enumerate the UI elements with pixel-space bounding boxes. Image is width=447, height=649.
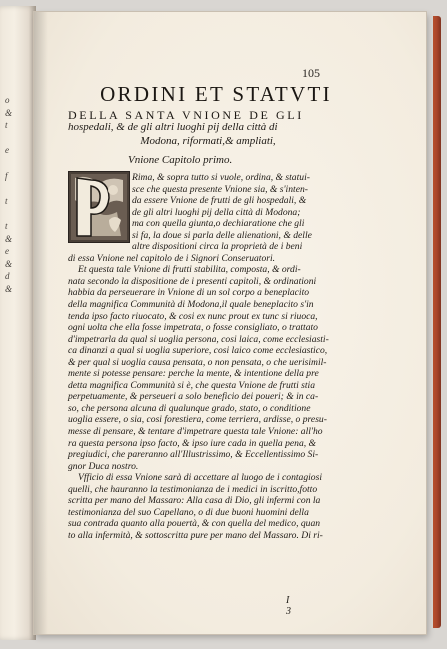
- body-line: perpetuamente, & perseueri a solo beneficio dei poueri; & in ca-: [68, 391, 319, 403]
- body-line: so, che persona alcuna di qualunque grado, stato, o conditione: [68, 402, 311, 414]
- page-subtitle: DELLA SANTA VNIONE DE GLI: [68, 108, 304, 122]
- left-page-text: o & t e f t t & e & d &: [5, 95, 13, 294]
- body-line: pregiudici, che pareranno all'Illustrissimo, & Eccellentissimo Si-: [68, 449, 319, 461]
- body-line: ma con quella giunta,o dechiaratione che gli: [132, 218, 305, 230]
- title-line: Modona, riformati,& ampliati,: [140, 135, 276, 147]
- body-line: gnor Duca nostro.: [68, 460, 139, 472]
- body-line: mente si potesse pensare: perche la mente, & intentione della pre: [68, 368, 319, 380]
- left-page-edge: [0, 6, 36, 640]
- body-line: d'impetrarla da qual si uoglia persona, cosi laica, come ecclesiasti-: [68, 333, 329, 345]
- body-line: nata secondo la dispositione de i presenti capitoli, & ordinationi: [68, 275, 317, 287]
- body-line: ca dinanzi a qual si uoglia superiore, cosi laico come ecclesiastico,: [68, 345, 328, 357]
- body-line: & per qual si uoglia causa pensata, o non pensata, o che uerisimil-: [68, 356, 327, 368]
- body-line: detta magnifica Communità si è, che questa Vnione de frutti stia: [68, 379, 316, 391]
- title-line: hospedali, & de gli altri luoghi pij della città di: [68, 121, 278, 133]
- page-block-edge: [433, 16, 441, 628]
- body-text: [68, 172, 368, 542]
- body-line: ra questa persona ipso facto, & ipso iure cada in quella pena, &: [68, 437, 316, 449]
- body-line: da essere Vnione de frutti de gli hospedali, &: [132, 195, 307, 207]
- page-number: 105: [302, 66, 320, 80]
- body-line: Rima, & sopra tutto si vuole, ordina, & statui-: [132, 172, 310, 183]
- body-line: di essa Vnione nel capitolo de i Signori Conseruatori.: [68, 252, 276, 264]
- body-line: si fa, la doue si parla delle alienationi, & delle: [132, 229, 312, 241]
- body-line: de gli altri luoghi pij della città di Modona;: [132, 206, 301, 218]
- title-continuation: [68, 120, 368, 148]
- body-line: Vfficio di essa Vnione sarà di accettare al luogo de i contagiosi: [78, 472, 322, 484]
- body-line: sua contrada quanto alla pouertà, & con quella del medico, quan: [68, 518, 321, 530]
- body-line: Et questa tale Vnione di frutti stabilita, composta, & ordi-: [78, 264, 301, 276]
- body-line: quelli, che hauranno la testimonianza de i medici in iscritto,fotto: [68, 483, 318, 495]
- body-line: tenda ipso facto riuocato, & cosi ex nunc prout ex tunc si riuoca,: [68, 310, 318, 322]
- body-line: uoglia essere, o sia, cosi forestiera, come terriera, ardisse, o presu-: [68, 414, 327, 426]
- body-line: habbia da perseuerare in Vnione di un sol corpo a beneplacito: [68, 287, 310, 299]
- page-title: ORDINI ET STATVTI: [100, 82, 332, 106]
- chapter-heading: Vnione Capitolo primo.: [128, 154, 233, 166]
- body-line: ogni uolta che ella fosse impetrata, o fosse consigliato, o trattato: [68, 322, 318, 334]
- body-line: scritta per mano del Massaro: Alla casa di Dio, gli infermi con la: [68, 495, 321, 507]
- body-line: to alla infermità, & sottoscritta pure per mano del Massaro. Di ri-: [68, 529, 323, 541]
- body-line: testimonianza del suo Capellano, o di due buoni huomini della: [68, 506, 309, 518]
- page-gutter-shadow: [34, 12, 48, 634]
- body-line: sce che questa presente Vnione sia, & s'inten-: [132, 183, 308, 195]
- body-line: della magnifica Communità di Modona,il quale beneplacito s'in: [68, 299, 314, 311]
- body-line: messe di pensare, & tentare d'impetrare questa tale Vnione: all'ho: [68, 426, 323, 438]
- signature-mark: I 3: [286, 595, 295, 617]
- body-line: altre dispositioni circa la proprietà de i beni: [132, 241, 303, 253]
